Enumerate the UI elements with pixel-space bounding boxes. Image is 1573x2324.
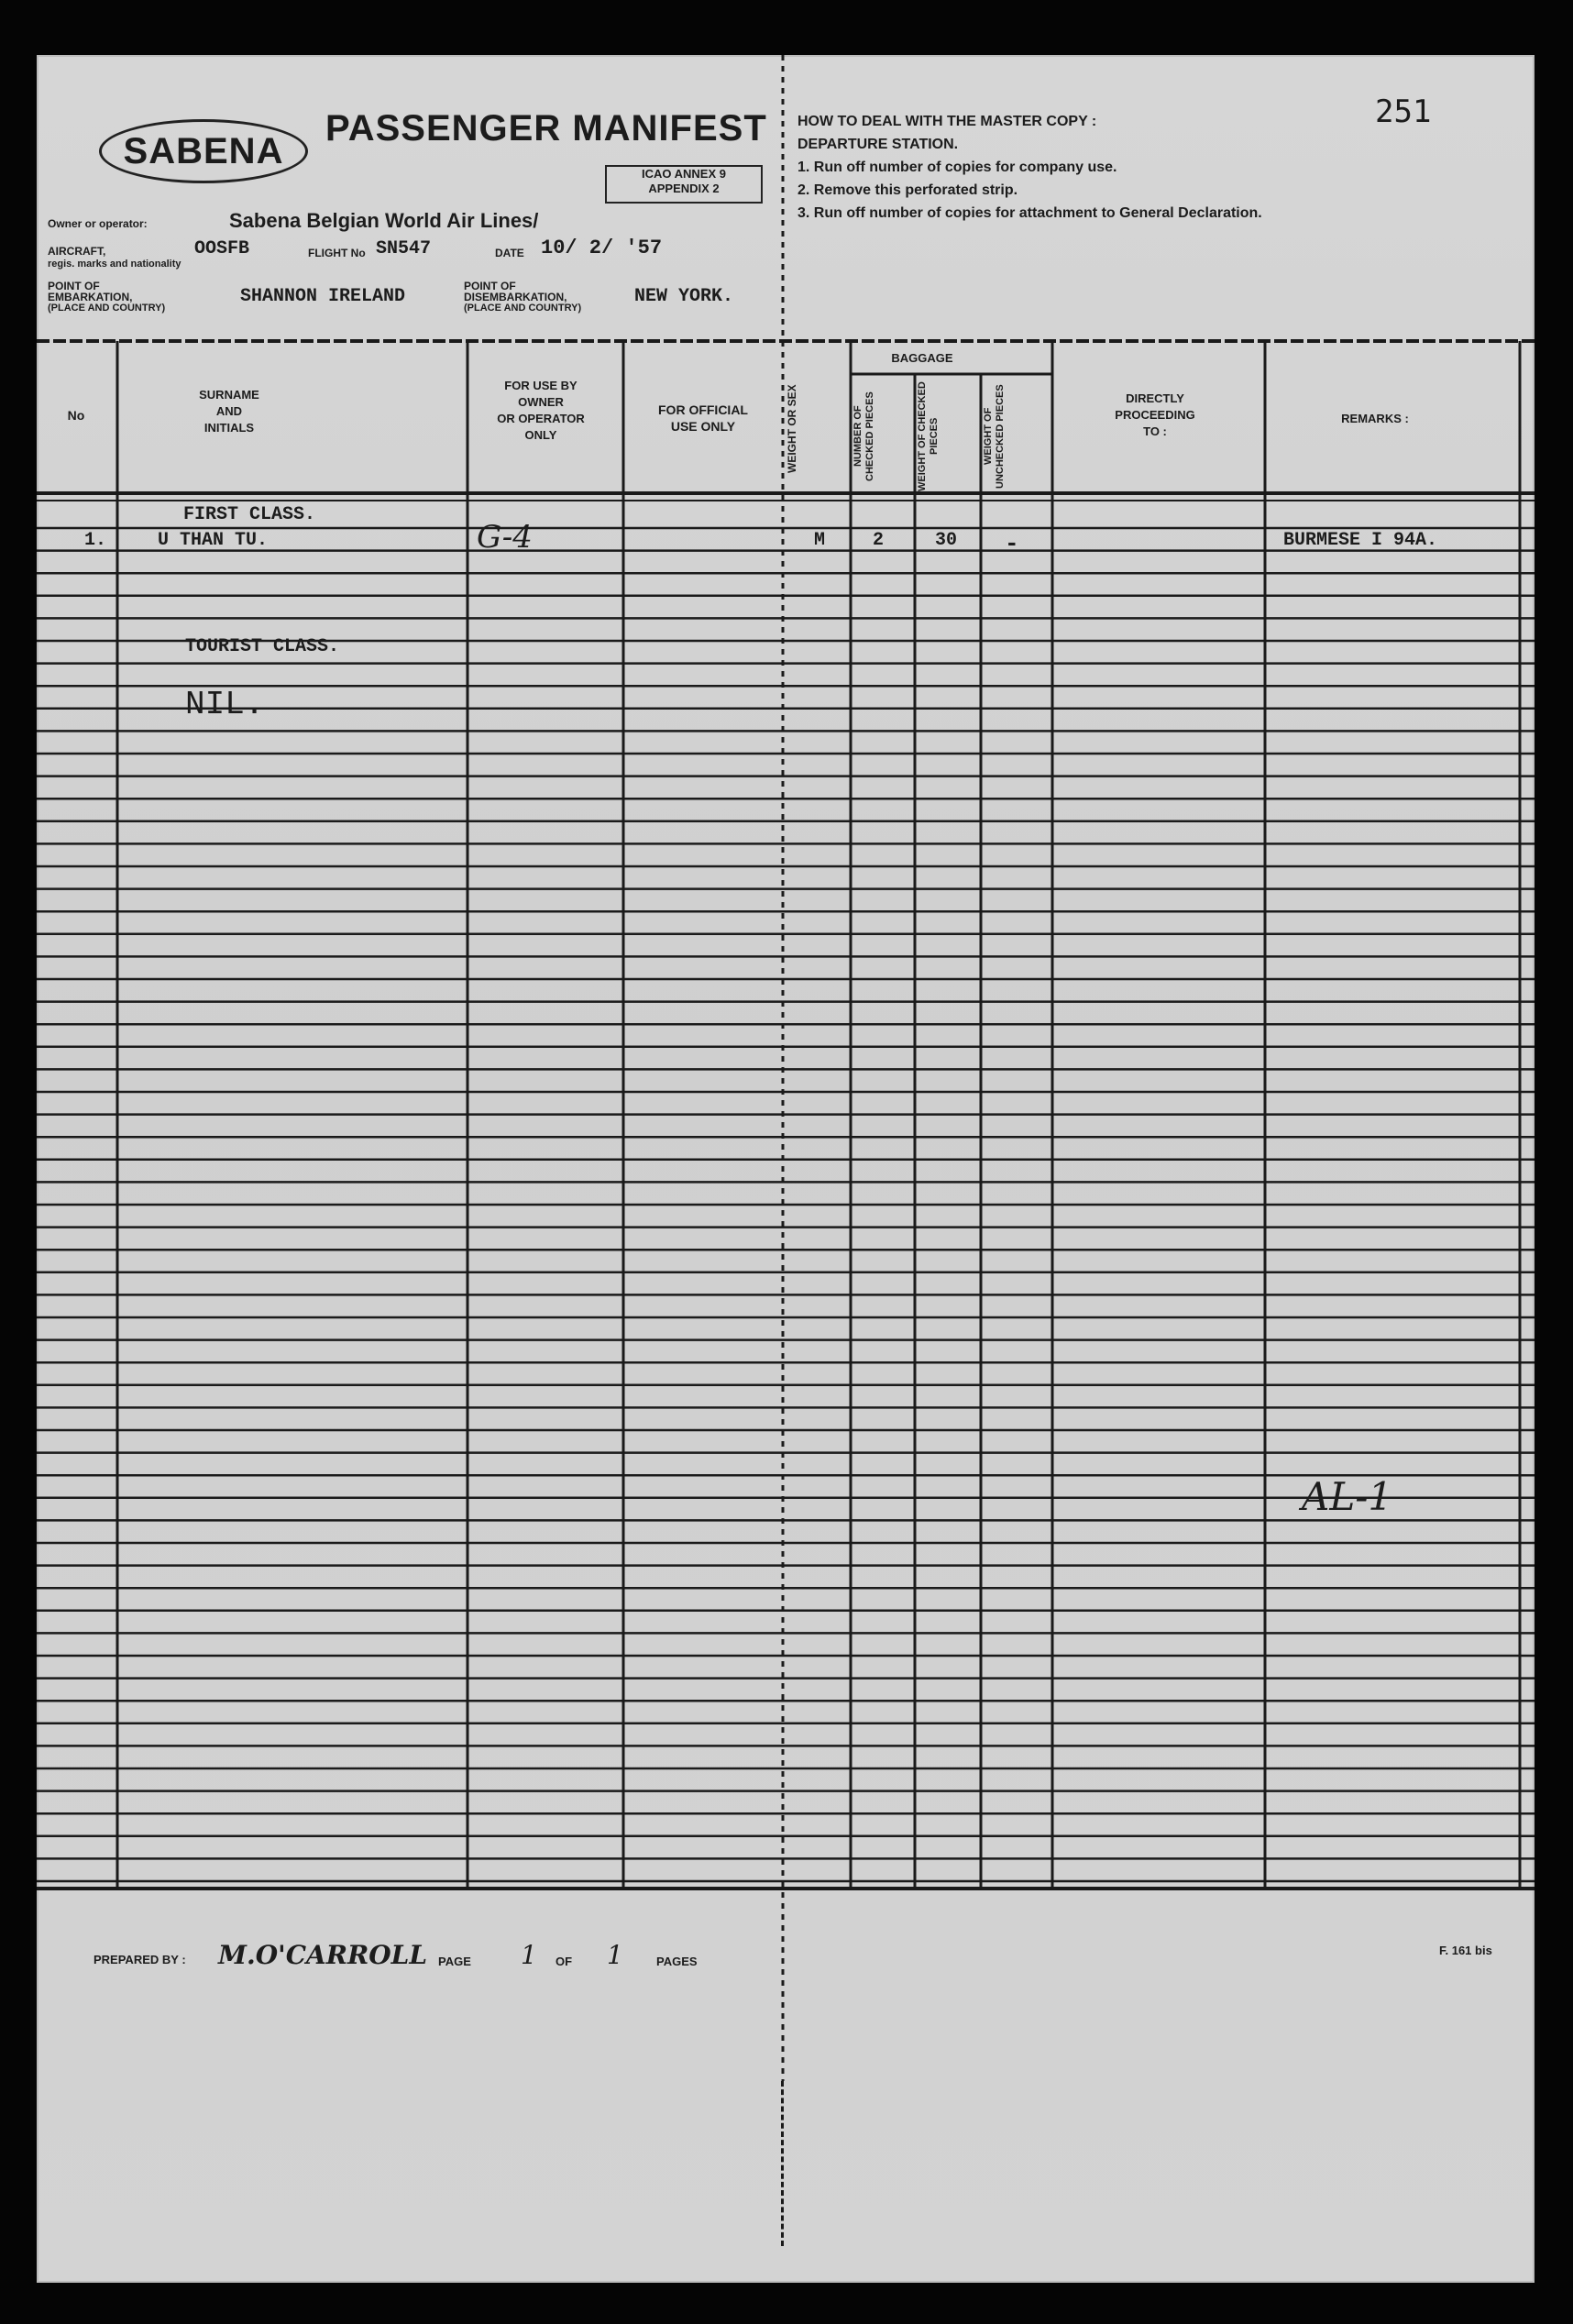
row-1-name: U THAN TU. — [158, 530, 269, 551]
col-bag-number-header: NUMBER OF CHECKED PIECES — [852, 391, 875, 481]
embark-label-2: EMBARKATION, — [48, 291, 133, 303]
col-proceeding-line: PROCEEDING — [1115, 408, 1195, 422]
aircraft-value: OOSFB — [194, 238, 250, 259]
col-bag-weight-checked-header: WEIGHT OF CHECKED PIECES — [917, 381, 940, 491]
col-owner-use-line: OWNER — [518, 395, 564, 409]
aircraft-label: AIRCRAFT, — [48, 245, 106, 258]
col-baggage-header: BAGGAGE — [891, 351, 953, 365]
owner-value: Sabena Belgian World Air Lines/ — [229, 209, 539, 232]
col-owner-use-line: ONLY — [524, 428, 557, 442]
instruction-line: DEPARTURE STATION. — [798, 137, 959, 152]
page-number: 251 — [1375, 94, 1432, 130]
of-value: 1 — [607, 1940, 623, 1970]
manifest-sheet — [37, 55, 1534, 2283]
flight-value: SN547 — [376, 238, 432, 259]
icao-line-2: APPENDIX 2 — [648, 182, 720, 195]
col-owner-use-line: FOR USE BY — [504, 379, 578, 392]
remarks-handwritten-note: AL-1 — [1302, 1474, 1393, 1519]
row-1-unchecked: - — [1005, 530, 1019, 557]
disembark-value: NEW YORK. — [634, 286, 734, 307]
col-no-header: No — [67, 408, 85, 423]
first-class-heading: FIRST CLASS. — [183, 504, 316, 525]
col-surname-line: AND — [215, 404, 243, 418]
row-1-weight: 30 — [935, 530, 958, 551]
disembark-label-3: (PLACE AND COUNTRY) — [464, 303, 582, 314]
form-code: F. 161 bis — [1439, 1944, 1492, 1957]
col-official-line: USE ONLY — [670, 419, 736, 434]
col-surname-line: SURNAME — [199, 388, 259, 402]
sabena-logo: SABENA — [99, 119, 308, 183]
row-1-pieces: 2 — [873, 530, 885, 551]
instruction-line: HOW TO DEAL WITH THE MASTER COPY : — [798, 114, 1097, 129]
disembark-label-1: POINT OF — [464, 280, 516, 292]
col-remarks-header: REMARKS : — [1341, 412, 1409, 425]
col-surname-line: INITIALS — [204, 421, 255, 435]
disembark-label-2: DISEMBARKATION, — [464, 291, 567, 303]
row-1-remarks: BURMESE I 94A. — [1283, 530, 1438, 551]
col-proceeding-line: TO : — [1143, 424, 1167, 438]
col-weight-sex-header: WEIGHT OR SEX — [786, 384, 798, 474]
col-official-line: FOR OFFICIAL — [658, 402, 748, 417]
embark-label-1: POINT OF — [48, 280, 100, 292]
perforation-line — [781, 2081, 784, 2246]
prepared-by-label: PREPARED BY : — [94, 1953, 186, 1966]
owner-label: Owner or operator: — [48, 217, 148, 230]
instruction-line: 2. Remove this perforated strip. — [798, 182, 1018, 198]
icao-line-1: ICAO ANNEX 9 — [642, 167, 726, 181]
page-label: PAGE — [438, 1955, 471, 1968]
tourist-class-heading: TOURIST CLASS. — [185, 636, 340, 657]
of-label: OF — [556, 1955, 573, 1968]
col-bag-weight-unchecked-header: WEIGHT OF UNCHECKED PIECES — [983, 384, 1006, 489]
page-value: 1 — [521, 1940, 537, 1970]
row-1-sex: M — [814, 530, 826, 551]
embark-label-3: (PLACE AND COUNTRY) — [48, 303, 166, 314]
embark-value: SHANNON IRELAND — [240, 286, 406, 307]
instruction-line: 1. Run off number of copies for company use. — [798, 160, 1117, 175]
instruction-line: 3. Run off number of copies for attachment to General Declaration. — [798, 205, 1262, 221]
row-1-owner-use: G-4 — [477, 519, 533, 556]
prepared-by-value: M.O'CARROLL — [218, 1940, 428, 1970]
pages-label: PAGES — [656, 1955, 698, 1968]
nil-entry: NIL. — [185, 686, 265, 723]
aircraft-sublabel: regis. marks and nationality — [48, 259, 182, 270]
date-value: 10/ 2/ '57 — [541, 237, 663, 259]
flight-label: FLIGHT No — [308, 247, 366, 259]
date-label: DATE — [495, 247, 524, 259]
form-title: PASSENGER MANIFEST — [325, 108, 767, 149]
col-proceeding-line: DIRECTLY — [1126, 391, 1184, 405]
col-owner-use-line: OR OPERATOR — [497, 412, 585, 425]
row-1-number: 1. — [84, 530, 107, 551]
